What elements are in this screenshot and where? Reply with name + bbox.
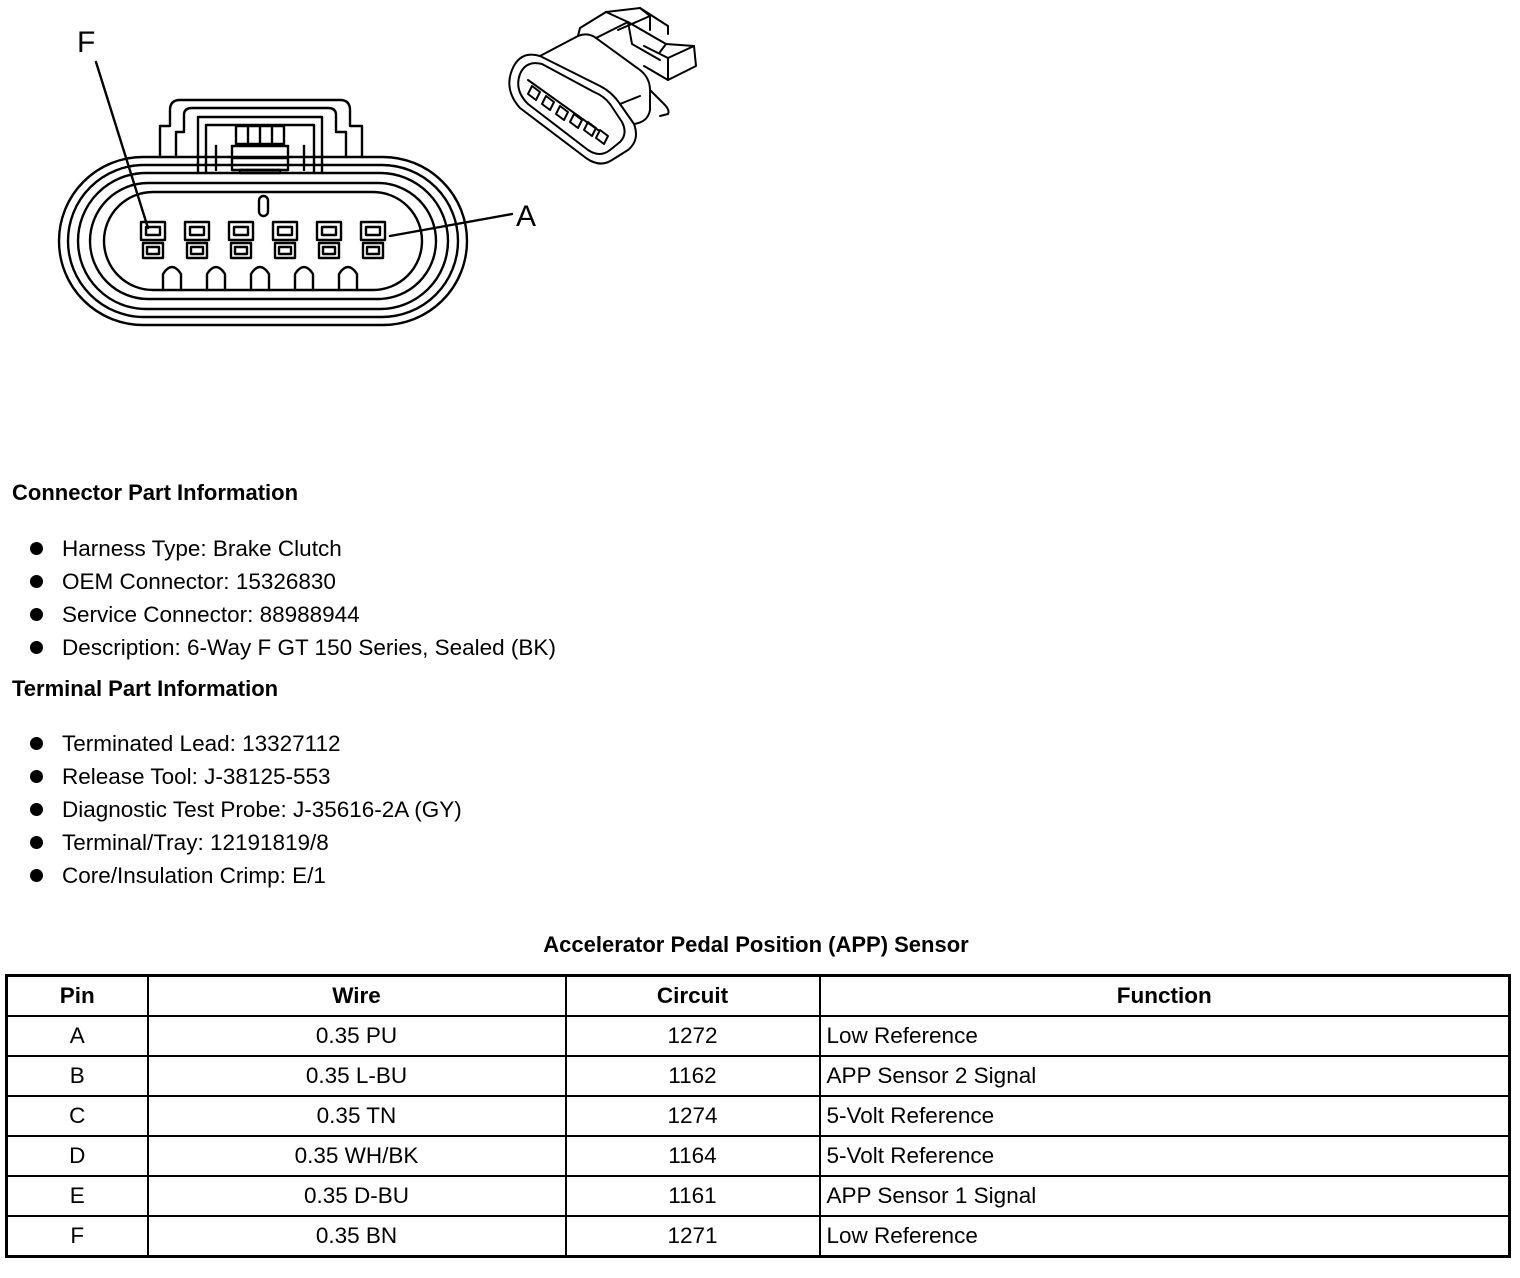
locking-bump [251, 267, 269, 290]
pin-label-f: F [77, 26, 96, 59]
circuit-cell: 1162 [566, 1056, 820, 1096]
table-title: Accelerator Pedal Position (APP) Sensor [543, 932, 969, 957]
function-cell: 5-Volt Reference [820, 1096, 1510, 1136]
table-row [7, 1056, 1510, 1096]
wire-cell: 0.35 L-BU [148, 1056, 566, 1096]
terminal-cavity-upper [273, 222, 297, 240]
locking-bump [339, 267, 357, 290]
leader-line-a [390, 214, 512, 236]
list-item [28, 793, 462, 826]
bullet-icon [30, 608, 43, 621]
connector-diagram [0, 0, 1520, 440]
list-item-text: Harness Type: Brake Clutch [62, 536, 342, 561]
terminal-cavity-upper-inner [190, 227, 204, 235]
function-cell: 5-Volt Reference [820, 1136, 1510, 1176]
pin-cell: A [7, 1016, 148, 1056]
bullet-icon [30, 803, 43, 816]
wire-cell: 0.35 WH/BK [148, 1136, 566, 1176]
table-header-row [7, 976, 1510, 1017]
list-item [28, 532, 556, 565]
terminal-cavity-upper [317, 222, 341, 240]
list-item [28, 631, 556, 664]
table-row [7, 1136, 1510, 1176]
bullet-icon [30, 869, 43, 882]
list-item-text: Description: 6-Way F GT 150 Series, Sealed (BK) [62, 635, 556, 660]
terminal-cavity-lower-inner [279, 247, 291, 254]
list-item-text: OEM Connector: 15326830 [62, 569, 336, 594]
terminal-cavity-upper-inner [366, 227, 380, 235]
bullet-icon [30, 641, 43, 654]
list-item [28, 598, 556, 631]
locking-bump [207, 267, 225, 290]
terminal-cavity-lower-inner [323, 247, 335, 254]
list-item [28, 727, 462, 760]
terminal-cavity-lower-inner [367, 247, 379, 254]
table-row [7, 1176, 1510, 1216]
circuit-cell: 1272 [566, 1016, 820, 1056]
circuit-cell: 1274 [566, 1096, 820, 1136]
pinout-table [5, 974, 1511, 1258]
table-row [7, 1216, 1510, 1257]
terminal-info-heading: Terminal Part Information [12, 676, 279, 701]
bullet-icon [30, 737, 43, 750]
wire-cell: 0.35 BN [148, 1216, 566, 1257]
bullet-icon [30, 836, 43, 849]
column-header-function: Function [820, 976, 1510, 1017]
list-item-text: Terminal/Tray: 12191819/8 [62, 830, 329, 855]
terminal-cavity-upper-inner [234, 227, 248, 235]
list-item-text: Core/Insulation Crimp: E/1 [62, 863, 326, 888]
list-item-text: Diagnostic Test Probe: J-35616-2A (GY) [62, 797, 462, 822]
connector-latch [160, 100, 362, 173]
list-item [28, 859, 462, 892]
connector-info-list [28, 532, 556, 664]
pin-cell: F [7, 1216, 148, 1257]
function-cell: APP Sensor 2 Signal [820, 1056, 1510, 1096]
polarization-key [259, 196, 268, 216]
terminal-cavity-upper-inner [278, 227, 292, 235]
list-item [28, 826, 462, 859]
list-item-text: Service Connector: 88988944 [62, 602, 360, 627]
bullet-icon [30, 770, 43, 783]
function-cell: APP Sensor 1 Signal [820, 1176, 1510, 1216]
wire-cell: 0.35 TN [148, 1096, 566, 1136]
pin-cell: E [7, 1176, 148, 1216]
terminal-cavity-upper-inner [322, 227, 336, 235]
connector-isometric-icon [509, 8, 696, 164]
list-item [28, 760, 462, 793]
bullet-icon [30, 542, 43, 555]
circuit-cell: 1161 [566, 1176, 820, 1216]
terminal-cavity-lower-inner [147, 247, 159, 254]
locking-bump [295, 267, 313, 290]
list-item [28, 565, 556, 598]
table-row [7, 1096, 1510, 1136]
terminal-cavity-upper [361, 222, 385, 240]
terminal-cavity-upper [229, 222, 253, 240]
function-cell: Low Reference [820, 1016, 1510, 1056]
function-cell: Low Reference [820, 1216, 1510, 1257]
table-row [7, 1016, 1510, 1056]
column-header-pin: Pin [7, 976, 148, 1017]
terminal-cavities [141, 222, 385, 290]
circuit-cell: 1164 [566, 1136, 820, 1176]
pin-cell: C [7, 1096, 148, 1136]
terminal-info-list [28, 727, 462, 892]
terminal-cavity-upper [141, 222, 165, 240]
column-header-circuit: Circuit [566, 976, 820, 1017]
bullet-icon [30, 575, 43, 588]
wire-cell: 0.35 D-BU [148, 1176, 566, 1216]
pin-cell: B [7, 1056, 148, 1096]
list-item-text: Terminated Lead: 13327112 [62, 731, 341, 756]
wire-cell: 0.35 PU [148, 1016, 566, 1056]
pin-label-a: A [516, 200, 537, 233]
connector-info-heading: Connector Part Information [12, 480, 299, 505]
pin-cell: D [7, 1136, 148, 1176]
column-header-wire: Wire [148, 976, 566, 1017]
terminal-cavity-lower-inner [235, 247, 247, 254]
circuit-cell: 1271 [566, 1216, 820, 1257]
connector-face [59, 157, 467, 325]
terminal-cavity-upper [185, 222, 209, 240]
list-item-text: Release Tool: J-38125-553 [62, 764, 331, 789]
locking-bump [163, 267, 181, 290]
terminal-cavity-lower-inner [191, 247, 203, 254]
